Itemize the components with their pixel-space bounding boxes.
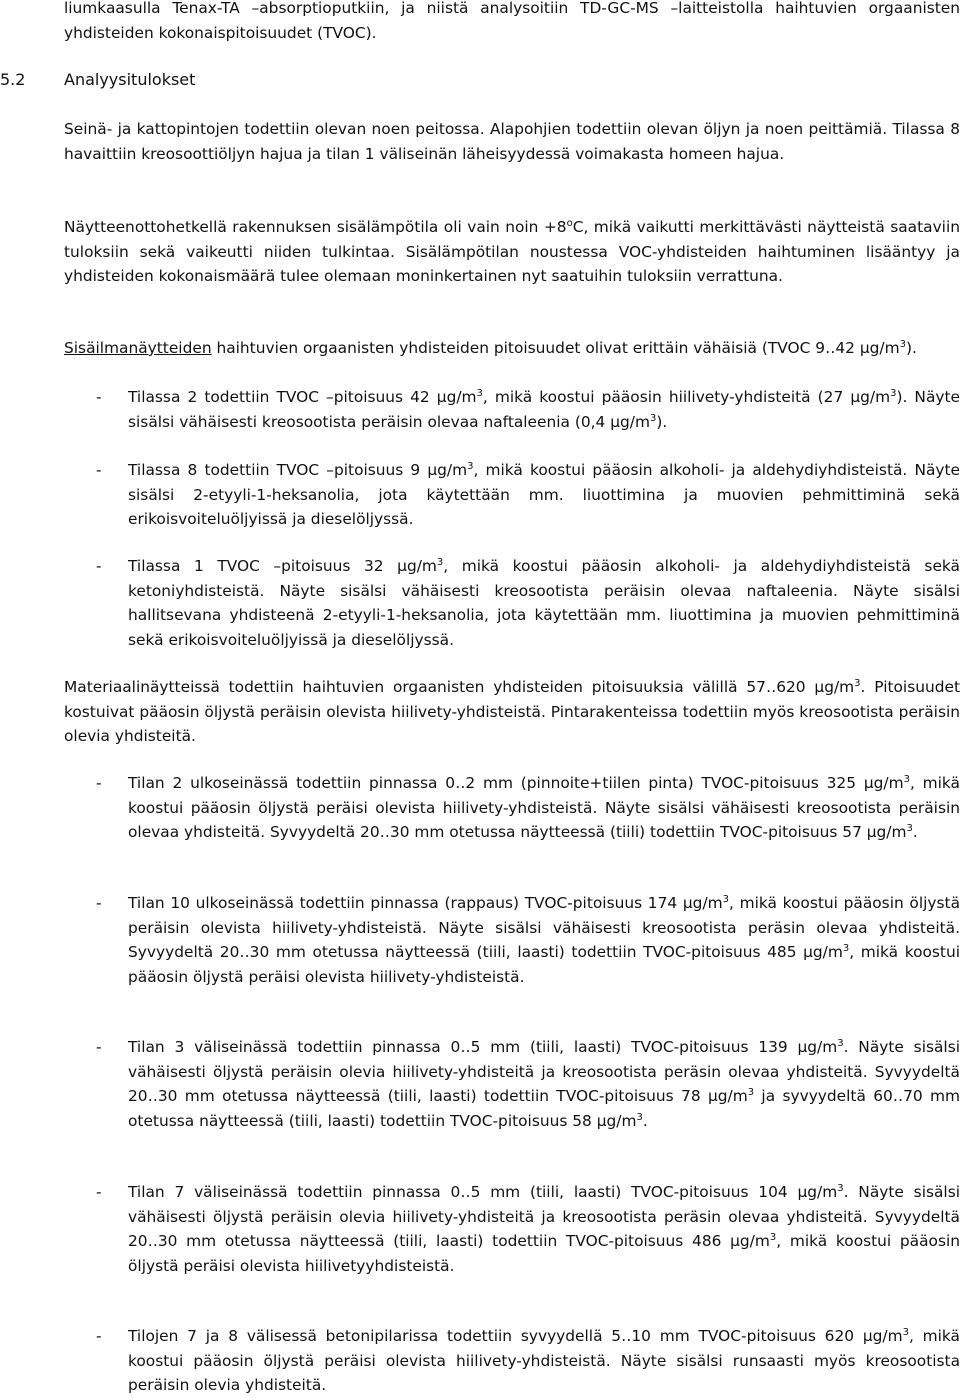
section-number: 5.2 [0, 70, 26, 89]
list-item-text: Tilan 10 ulkoseinässä todettiin pinnassa (rappaus) TVOC-pitoisuus 174 $\mu g/m^3$, mikä koostui pääosin öljystä peräisin olevista hiilivety-yhdisteistä. Näyte sisälsi vähäisesti kreosootista peräsin olevaa yhdisteitä. Syvyydeltä 20‥30 mm otetussa näytteessä (tiili, laasti) todettiin TVOC-pitoisuus 485 $\mu g/m^3$, mikä koostui pääosin öljystä peräisi olevista hiilivety-yhdisteistä. [128, 894, 960, 986]
list-item-text: Tilojen 7 ja 8 välisessä betonipilarissa todettiin syvyydellä 5‥10 mm TVOC-pitoisuus 620 $\mu g/m^3$, mikä koostui pääosin öljystä peräisi olevista hiilivety-yhdisteistä. Näyte sisälsi runsaasti myös kreosootista peräisin olevia yhdisteitä. [128, 1327, 960, 1394]
list-item-text: Tilan 7 väliseinässä todettiin pinnassa 0‥5 mm (tiili, laasti) TVOC-pitoisuus 104 $\mu g/m^3$. Näyte sisälsi vähäisesti öljystä peräisin olevia hiilivety-yhdisteitä ja kreosootista peräsin olevaa yhdisteitä. Syvyydeltä 20‥30 mm otetussa näytteessä (tiili, laasti) todettiin TVOC-pitoisuus 486 $\mu g/m^3$, mikä koostui pääosin öljystä peräisi olevista hiilivetyyhdisteistä. [128, 1183, 960, 1275]
paragraph-indoor-air [64, 336, 960, 361]
list-dash: - [96, 461, 102, 479]
indoor-air-end: ). [905, 339, 917, 357]
intro-paragraph: liumkaasulla Tenax-TA –absorptioputkiin, ja niistä analysoitiin TD-GC-MS –laitteistolla haihtuvien orgaanisten yhdisteiden kokonaispitoisuudet (TVOC). [64, 0, 960, 42]
list-dash: - [96, 1038, 102, 1056]
list-dash: - [96, 894, 102, 912]
paragraph-materials: Materiaalinäytteissä todettiin haihtuvien orgaanisten yhdisteiden pitoisuuksia välillä 57‥620 $\mu g/m^3$. Pitoisuudet kostuivat pääosin öljystä peräisin olevista hiilivety-yhdisteistä. Pintarakenteissa todettiin myös kreosootista peräisin olevia yhdisteitä. [64, 678, 960, 745]
list-dash: - [96, 557, 102, 575]
degree-sup: o [566, 218, 573, 229]
temperature-text: Näytteenottohetkellä rakennuksen sisälämpötila oli vain noin +8 [64, 218, 567, 236]
section-title: Analyysitulokset [64, 70, 196, 89]
list-dash: - [96, 1183, 102, 1201]
list-item-text: Tilassa 2 todettiin TVOC –pitoisuus 42 $\mu g/m^3$, mikä koostui pääosin hiilivety-yhdisteitä (27 $\mu g/m^3$). Näyte sisälsi vähäisesti kreosootista peräisin olevaa naftaleenia (0,4 $\mu g/m^3$). [128, 388, 960, 431]
paragraph-temperature [64, 215, 960, 289]
indoor-air-text: haihtuvien orgaanisten yhdisteiden pitoisuudet olivat erittäin vähäisiä (TVOC 9‥42 µg/m [211, 339, 900, 357]
list-dash: - [96, 388, 102, 406]
indoor-air-underlined: Sisäilmanäytteiden [64, 339, 212, 357]
list-dash: - [96, 1327, 102, 1345]
paragraph-observations: Seinä- ja kattopintojen todettiin olevan noen peitossa. Alapohjien todettiin olevan öljyn ja noen peittämiä. Tilassa 8 havaittiin kreosoottiöljyn hajua ja tilan 1 väliseinän läheisyydessä voimakasta homeen hajua. [64, 120, 960, 163]
list-item-text: Tilassa 1 TVOC –pitoisuus 32 $\mu g/m^3$, mikä koostui pääosin alkoholi- ja aldehydiyhdisteistä sekä ketoniyhdisteistä. Näyte sisälsi vähäisesti kreosootista peräisin olevaa naftaleenia. Näyte sisälsi hallitsevana yhdisteenä 2-etyyli-1-heksanolia, jota käytettään mm. liuottimina ja muovien pehmittiminä sekä erikoisvoiteluöljyissä ja dieselöljyssä. [128, 557, 960, 649]
list-item-text: Tilassa 8 todettiin TVOC –pitoisuus 9 $\mu g/m^3$, mikä koostui pääosin alkoholi- ja aldehydiyhdisteistä. Näyte sisälsi 2-etyyli-1-heksanolia, jota käytettään mm. liuottimina ja muovien pehmittiminä sekä erikoisvoiteluöljyissä ja dieselöljyssä. [128, 461, 960, 528]
list-dash: - [96, 774, 102, 792]
temperature-text-rest: C, mikä vaikutti merkittävästi näytteistä saataviin tuloksiin sekä vaikeutti niiden tulkintaa. Sisälämpötilan noustessa VOC-yhdisteiden haihtuminen lisääntyy ja yhdisteiden kokonaismäärä tulee olemaan moninkertainen nyt saatuihin tuloksiin verrattuna. [64, 218, 960, 285]
list-item-text: Tilan 2 ulkoseinässä todettiin pinnassa 0‥2 mm (pinnoite+tiilen pinta) TVOC-pitoisuus 325 $\mu g/m^3$, mikä koostui pääosin öljystä peräisi olevista hiilivety-yhdisteistä. Näyte sisälsi vähäisesti kreosootista peräisin olevaa yhdisteitä. Syvyydeltä 20‥30 mm otetussa näytteessä (tiili) todettiin TVOC-pitoisuus 57 $\mu g/m^3$. [128, 774, 960, 841]
unit-sup: 3 [899, 339, 906, 350]
list-item-text: Tilan 3 väliseinässä todettiin pinnassa 0‥5 mm (tiili, laasti) TVOC-pitoisuus 139 $\mu g/m^3$. Näyte sisälsi vähäisesti öljystä peräisin olevia hiilivety-yhdisteitä ja kreosootista peräsin olevaa yhdisteitä. Syvyydeltä 20‥30 mm otetussa näytteessä (tiili, laasti) todettiin TVOC-pitoisuus 78 $\mu g/m^3$ ja syvyydeltä 60‥70 mm otetussa näytteessä (tiili, laasti) todettiin TVOC-pitoisuus 58 $\mu g/m^3$. [128, 1038, 960, 1130]
